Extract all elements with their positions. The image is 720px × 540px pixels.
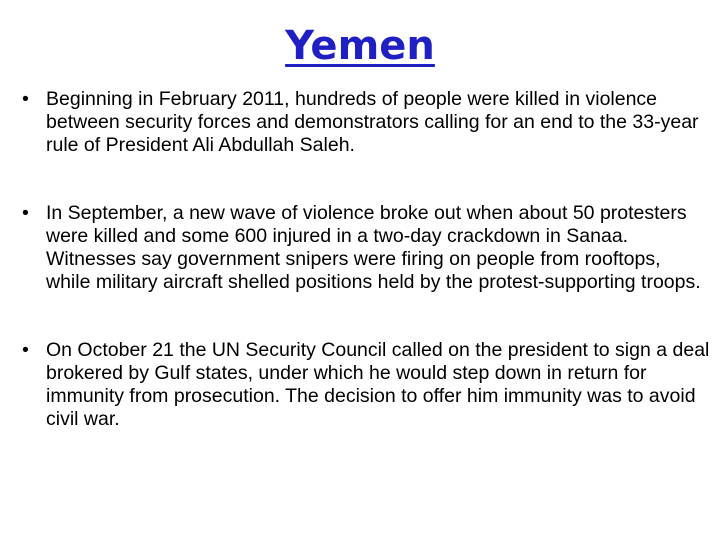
bullet-text: In September, a new wave of violence broke out when about 50 protesters were killed and some 600 injured in a two-day crackdown in Sanaa. Witnesses say government snipers were firing on people from rooftops, while military aircraft shelled positions held by the protest-supporting troops. bbox=[46, 202, 701, 293]
bullet-item bbox=[20, 202, 710, 294]
bullet-point-icon: • bbox=[22, 88, 29, 110]
slide-title: Yemen bbox=[285, 23, 435, 69]
bullet-item bbox=[20, 339, 710, 431]
bullet-text: Beginning in February 2011, hundreds of people were killed in violence between security forces and demonstrators calling for an end to the 33-year rule of President Ali Abdullah Saleh. bbox=[46, 88, 699, 156]
bullet-list bbox=[20, 88, 710, 431]
bullet-item bbox=[20, 88, 710, 157]
bullet-point-icon: • bbox=[22, 339, 29, 361]
bullet-text: On October 21 the UN Security Council called on the president to sign a deal brokered by Gulf states, under which he would step down in return for immunity from prosecution. The decision to offer him immunity was to avoid civil war. bbox=[46, 339, 710, 430]
bullet-point-icon: • bbox=[22, 202, 29, 224]
